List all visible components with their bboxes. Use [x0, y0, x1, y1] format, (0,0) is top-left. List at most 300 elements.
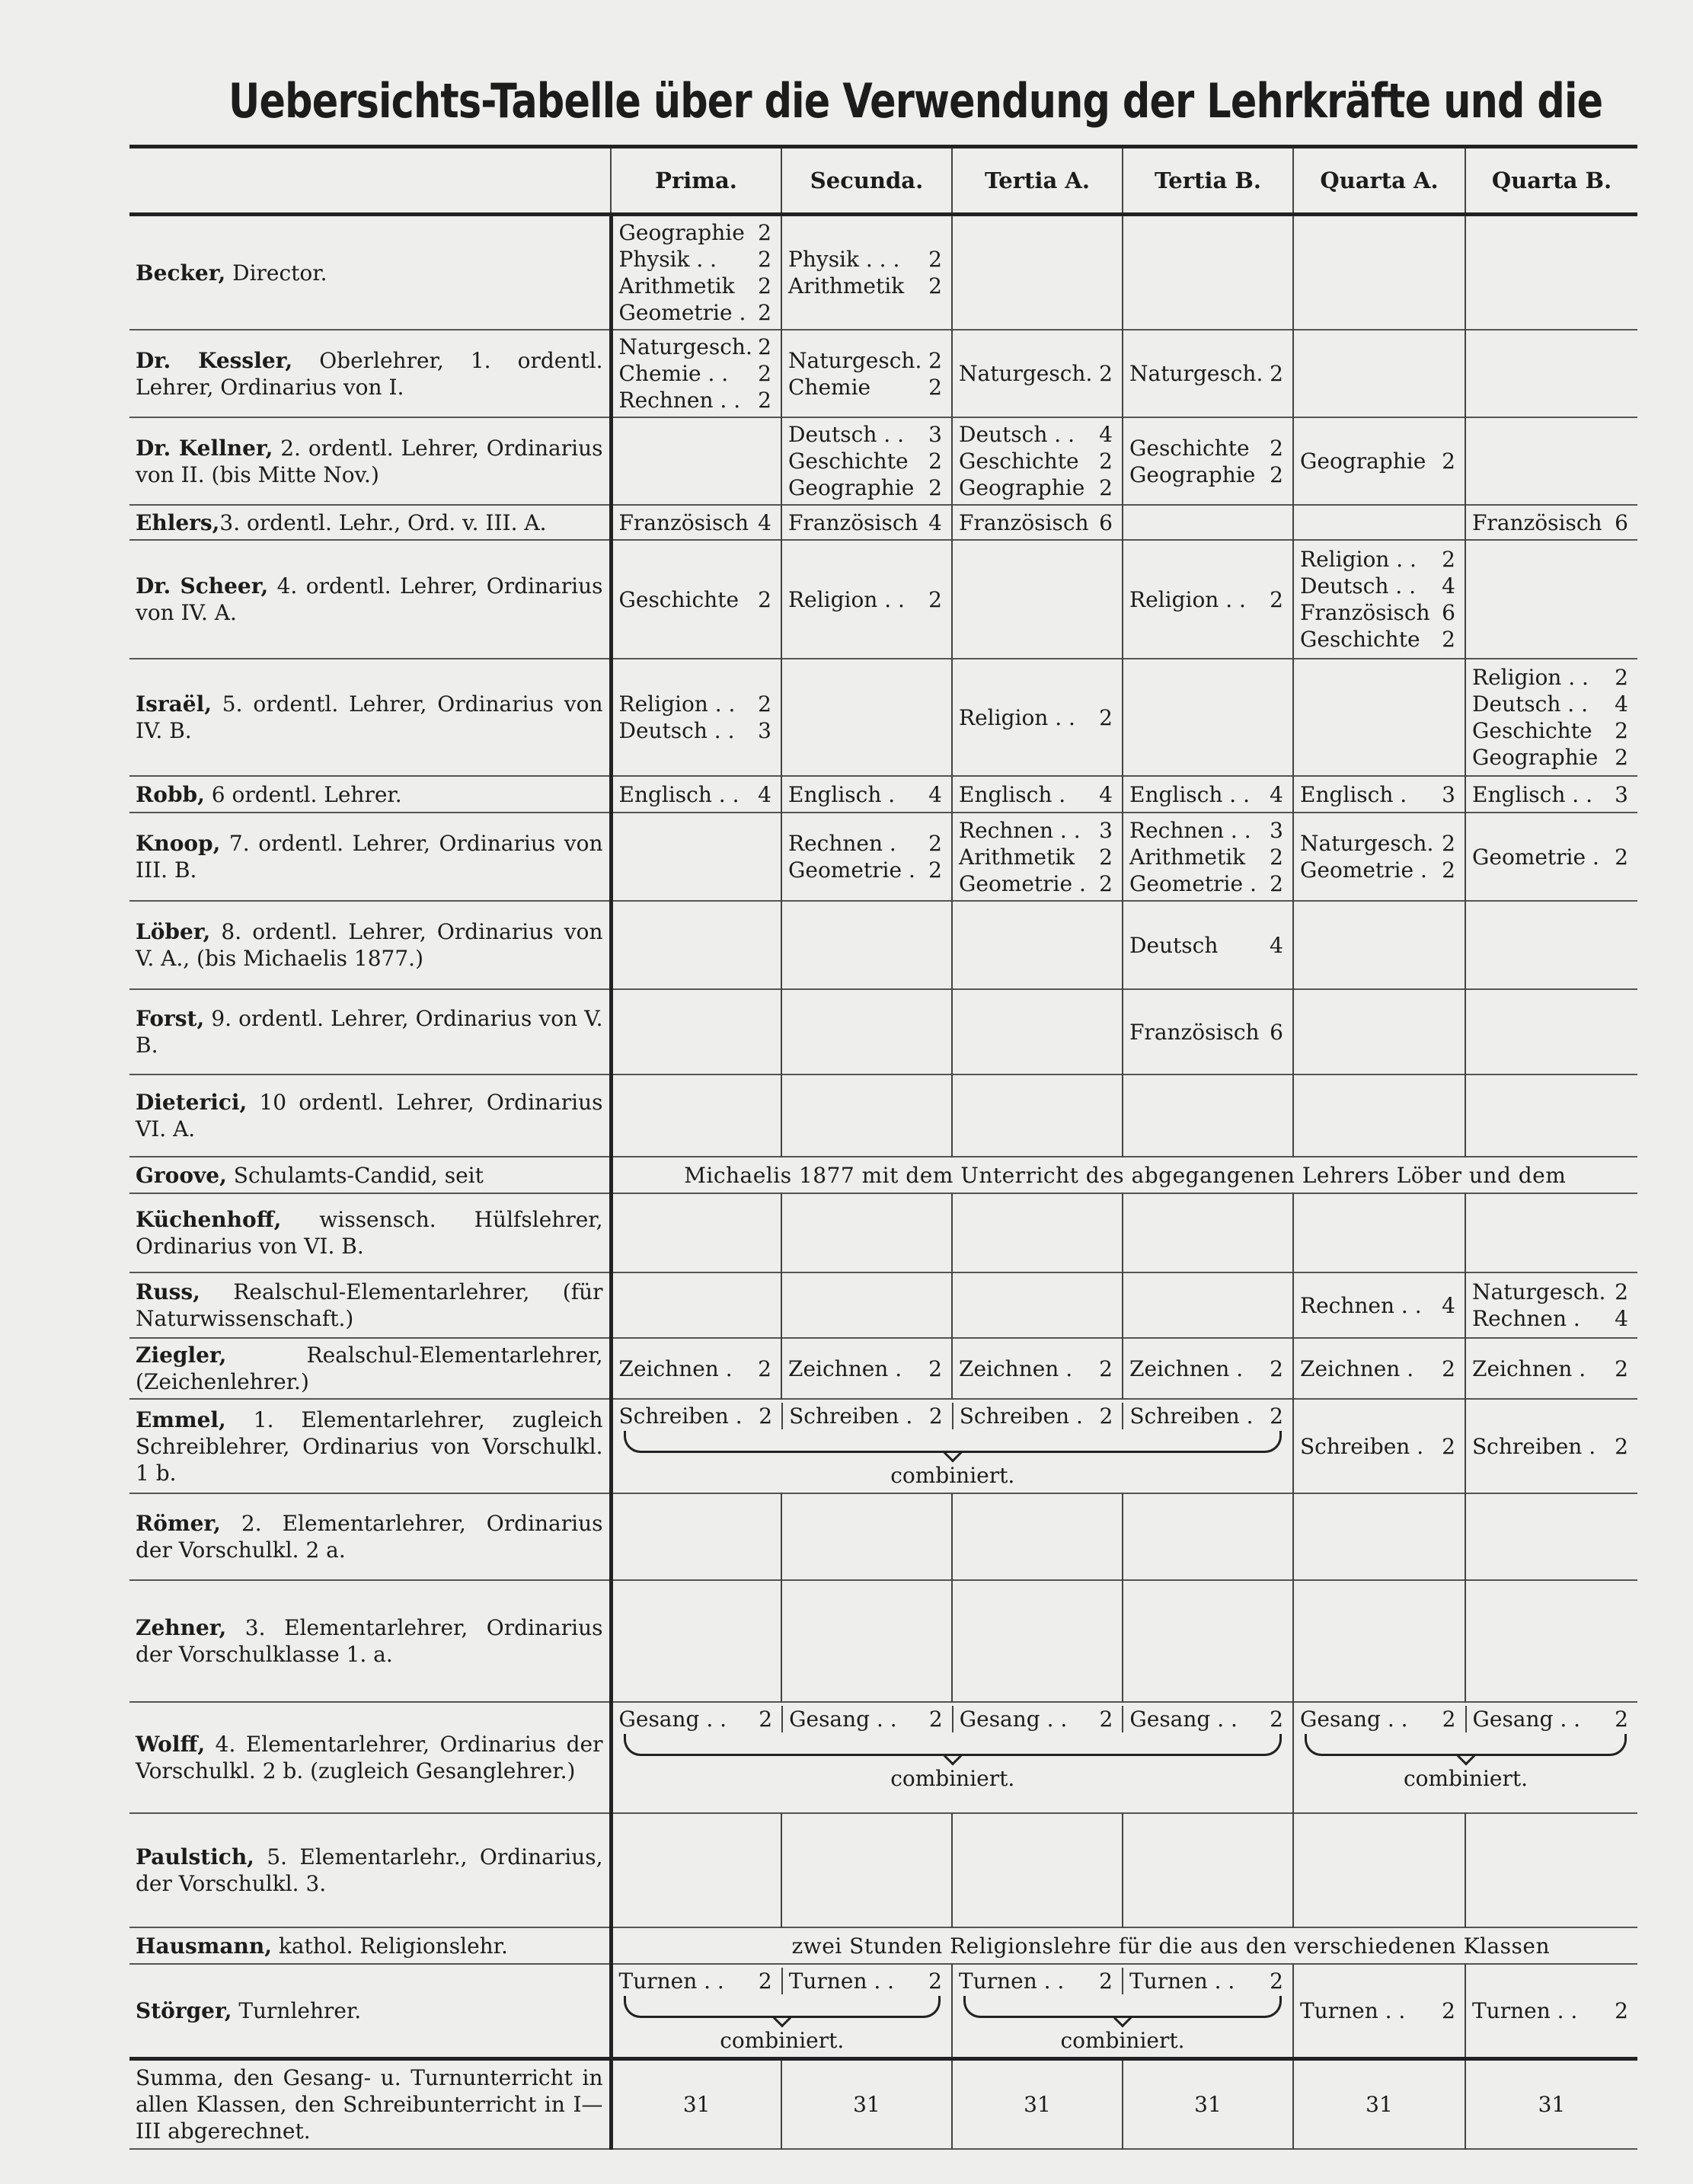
wolff-brace-2: [1305, 1734, 1627, 1756]
subject-hours: 2: [1615, 844, 1628, 870]
cell-ehlers-tertia-b: [1123, 505, 1293, 540]
subject-name: Geometrie .: [1472, 844, 1599, 870]
subject-line: [1472, 717, 1631, 744]
cell-kuechenhoff-prima: [611, 1193, 781, 1272]
cell-loeber-secunda: [781, 901, 952, 989]
subject-line: [619, 586, 775, 613]
subject-name: Arithmetik: [1129, 844, 1246, 870]
cell-israel-tertia-a: [952, 659, 1123, 776]
stoerger-combined-label-2: combiniert.: [1060, 2028, 1185, 2053]
teacher-russ: Russ, Realschul-Elementarlehrer, (für Naturwissenschaft.): [129, 1272, 611, 1338]
cell-paulstich-quarta-a: [1293, 1813, 1465, 1927]
cell-roemer-secunda: [781, 1493, 952, 1580]
subject-name: Englisch . .: [618, 781, 739, 807]
page-title: Uebersichts-Tabelle über die Verwendung der Lehrkräfte und die: [228, 73, 1603, 129]
total-prima: 31: [611, 2059, 781, 2149]
cell-becker-prima: [611, 215, 781, 330]
subject-name: Naturgesch.: [959, 361, 1093, 386]
subject-line: [1129, 461, 1286, 488]
subject-line: [1472, 664, 1631, 691]
subject-line: [1300, 599, 1458, 626]
subject-name: Englisch .: [1300, 781, 1407, 807]
subject-name: Geographie: [618, 220, 745, 245]
subject-line: [1129, 1355, 1286, 1382]
subject-line: [1472, 781, 1631, 808]
cell-robb-quarta-a: [1293, 776, 1465, 813]
subject-hours: 3: [1099, 817, 1113, 843]
cell-kuechenhoff-tertia-a: [952, 1193, 1123, 1272]
subject-hours: 4: [1099, 781, 1113, 807]
total-quarta-b: 31: [1465, 2059, 1637, 2149]
subject-line: [959, 1355, 1116, 1382]
subject-hours: 4: [1442, 1292, 1455, 1318]
subject-name: Gesang . .: [1300, 1707, 1408, 1732]
teacher-forst: Forst, 9. ordentl. Lehrer, Ordinarius von V. B.: [129, 989, 611, 1074]
cell-ziegler-tertia-a: [952, 1338, 1123, 1399]
cell-knoop-prima: [611, 813, 781, 901]
cell-emmel-quarta-b: [1465, 1399, 1637, 1493]
subject-hours: 4: [758, 509, 771, 535]
subject-line: [1300, 1433, 1458, 1460]
subject-line: [1300, 1997, 1458, 2024]
cell-robb-tertia-b: [1123, 776, 1293, 813]
subject-hours: 2: [1615, 1279, 1628, 1304]
subject-name: Schreiben .: [959, 1403, 1083, 1429]
cell-scheer-quarta-a: [1293, 540, 1465, 659]
cell-kessler-quarta-b: [1465, 330, 1637, 417]
subject-hours: 2: [1615, 1998, 1628, 2023]
subject-line: [960, 1706, 1116, 1732]
subject-line: [1300, 1292, 1458, 1319]
subject-line: [788, 586, 945, 613]
subject-line: [1472, 509, 1631, 536]
cell-kessler-quarta-a: [1293, 330, 1465, 417]
subject-hours: 2: [759, 1707, 773, 1732]
cell-zehner-prima: [611, 1580, 781, 1702]
subject-name: Gesang . .: [959, 1707, 1068, 1732]
teacher-kellner: Dr. Kellner, 2. ordentl. Lehrer, Ordinarius von II. (bis Mitte Nov.): [129, 417, 611, 505]
subject-line: [619, 1706, 776, 1732]
row-dieterici: [129, 1074, 1637, 1157]
subject-name: Naturgesch.: [618, 334, 752, 359]
row-robb: [129, 776, 1637, 813]
col-header-prima: Prima.: [611, 147, 781, 215]
subject-hours: 2: [1615, 1433, 1628, 1459]
subject-hours: 2: [758, 388, 771, 413]
cell-hausmann-span: [611, 1927, 1637, 1964]
cell-loeber-tertia-a: [952, 901, 1123, 989]
subject-line: [959, 421, 1116, 448]
subject-name: Französisch: [959, 509, 1089, 535]
subject-hours: 2: [1442, 857, 1455, 883]
cell-roemer-quarta-a: [1293, 1493, 1465, 1580]
cell-ehlers-quarta-a: [1293, 505, 1465, 540]
subject-line: [619, 219, 775, 246]
subject-hours: 2: [1099, 475, 1113, 500]
teacher-wolff: Wolff, 4. Elementarlehrer, Ordinarius der Vorschulkl. 2 b. (zugleich Gesanglehrer.): [129, 1702, 611, 1813]
cell-knoop-secunda: [781, 813, 952, 901]
subject-line: [1300, 857, 1458, 883]
subject-hours: 2: [1099, 1355, 1113, 1381]
subject-name: Gesang . .: [789, 1707, 897, 1732]
cell-forst-tertia-a: [952, 989, 1123, 1074]
cell-knoop-tertia-b: [1123, 813, 1293, 901]
subject-line: [1472, 1305, 1631, 1332]
subject-name: Geometrie .: [1129, 870, 1257, 896]
subject-line: [1129, 817, 1286, 844]
subject-name: Zeichnen .: [1129, 1355, 1244, 1381]
cell-emmel-combined: [611, 1399, 1293, 1493]
subject-hours: 4: [928, 509, 942, 535]
subject-line: [789, 1706, 946, 1732]
cell-kellner-tertia-b: [1123, 417, 1293, 505]
total-tertia-a: 31: [952, 2059, 1123, 2149]
subject-name: Religion . .: [618, 691, 736, 717]
wolff-brace-1: [624, 1734, 1283, 1756]
subject-name: Turnen . .: [959, 1968, 1065, 1994]
subject-name: Naturgesch.: [1472, 1279, 1606, 1304]
subject-hours: 2: [1615, 718, 1628, 743]
cell-zehner-quarta-a: [1293, 1580, 1465, 1702]
row-hausmann: [129, 1927, 1637, 1964]
emmel-brace: [624, 1431, 1283, 1453]
cell-wolff-secunda: [781, 1706, 952, 1732]
cell-israel-prima: [611, 659, 781, 776]
row-kuechenhoff: [129, 1193, 1637, 1272]
subject-name: Turnen . .: [618, 1968, 724, 1994]
subject-name: Rechnen .: [1472, 1306, 1580, 1331]
cell-zehner-tertia-b: [1123, 1580, 1293, 1702]
subject-name: Physik . . .: [788, 247, 900, 272]
cell-russ-quarta-b: [1465, 1272, 1637, 1338]
row-becker: [129, 215, 1637, 330]
groove-span-text: Michaelis 1877 mit dem Unterricht des abgegangenen Lehrers Löber und dem: [684, 1162, 1567, 1188]
subject-name: Geschichte: [959, 449, 1079, 474]
cell-stoerger-prima: [619, 1968, 781, 1994]
teacher-ehlers: Ehlers,3. ordentl. Lehr., Ord. v. III. A.: [129, 505, 611, 540]
teacher-emmel: Emmel, 1. Elementarlehrer, zugleich Schreiblehrer, Ordinarius von Vorschulkl. 1 b.: [129, 1399, 611, 1493]
cell-becker-secunda: [781, 215, 952, 330]
subject-line: [1129, 435, 1286, 461]
subject-hours: 2: [1270, 870, 1283, 896]
cell-loeber-prima: [611, 901, 781, 989]
cell-becker-tertia-a: [952, 215, 1123, 330]
cell-becker-quarta-a: [1293, 215, 1465, 330]
teacher-allocation-table: [129, 145, 1637, 2150]
cell-dieterici-tertia-a: [952, 1074, 1123, 1157]
subject-name: Geschichte: [788, 449, 909, 474]
cell-wolff-tertia-a: [952, 1706, 1123, 1732]
emmel-combined-label: combiniert.: [890, 1463, 1015, 1488]
subject-name: Englisch . .: [1472, 781, 1592, 807]
subject-name: Zeichnen .: [1472, 1355, 1586, 1381]
subject-line: [1300, 626, 1458, 653]
cell-emmel-tertia-a: [952, 1403, 1123, 1429]
subject-line: [959, 870, 1116, 897]
subject-hours: 2: [758, 273, 771, 299]
subject-line: [1472, 1355, 1631, 1382]
cell-robb-quarta-b: [1465, 776, 1637, 813]
cell-wolff-tertia-b: [1122, 1706, 1286, 1732]
subject-name: Geometrie .: [1300, 857, 1427, 883]
cell-knoop-quarta-a: [1293, 813, 1465, 901]
cell-ziegler-quarta-b: [1465, 1338, 1637, 1399]
subject-hours: 2: [758, 220, 771, 245]
subject-hours: 2: [928, 857, 942, 883]
cell-forst-tertia-b: [1123, 989, 1293, 1074]
subject-name: Geschichte: [1300, 627, 1420, 652]
col-header-quarta-a: Quarta A.: [1293, 147, 1465, 215]
subject-hours: 2: [928, 1968, 942, 1994]
cell-ehlers-secunda: [781, 505, 952, 540]
cell-loeber-quarta-b: [1465, 901, 1637, 989]
row-kessler: [129, 330, 1637, 417]
subject-name: Gesang . .: [1129, 1707, 1238, 1732]
subject-hours: 2: [758, 247, 771, 272]
cell-russ-prima: [611, 1272, 781, 1338]
subject-line: [1300, 1355, 1458, 1382]
cell-ehlers-prima: [611, 505, 781, 540]
subject-name: Rechnen .: [788, 831, 896, 856]
wolff-combined-label-1: combiniert.: [890, 1766, 1015, 1791]
subject-hours: 2: [1270, 1403, 1283, 1429]
col-header-secunda: Secunda.: [781, 147, 952, 215]
subject-hours: 2: [1442, 627, 1455, 652]
subject-line: [959, 781, 1116, 808]
cell-wolff-quarta-a: [1300, 1706, 1465, 1732]
cell-kellner-quarta-a: [1293, 417, 1465, 505]
subject-hours: 2: [928, 449, 942, 474]
subject-hours: 6: [1099, 509, 1113, 535]
subject-line: [788, 273, 945, 299]
subject-hours: 2: [1270, 435, 1283, 461]
cell-zehner-secunda: [781, 1580, 952, 1702]
subject-hours: 2: [1270, 586, 1283, 612]
subject-hours: 2: [928, 247, 942, 272]
cell-kellner-tertia-a: [952, 417, 1123, 505]
cell-scheer-tertia-b: [1123, 540, 1293, 659]
subject-line: [619, 334, 775, 360]
cell-kellner-prima: [611, 417, 781, 505]
subject-line: [788, 374, 945, 401]
subject-name: Arithmetik: [959, 844, 1075, 870]
subject-name: Rechnen . .: [618, 388, 741, 413]
stoerger-combined-label-1: combiniert.: [720, 2028, 845, 2053]
subject-hours: 4: [1099, 422, 1113, 447]
subject-hours: 4: [1442, 573, 1455, 599]
subject-name: Französisch: [1129, 1019, 1260, 1045]
subject-name: Schreiben .: [618, 1403, 743, 1429]
cell-ziegler-tertia-b: [1123, 1338, 1293, 1399]
teacher-loeber: Löber, 8. ordentl. Lehrer, Ordinarius von V. A., (bis Michaelis 1877.): [129, 901, 611, 989]
subject-name: Deutsch: [1129, 932, 1219, 958]
teacher-becker: Becker, Director.: [129, 215, 611, 330]
cell-zehner-tertia-a: [952, 1580, 1123, 1702]
cell-paulstich-tertia-b: [1123, 1813, 1293, 1927]
subject-name: Arithmetik: [788, 273, 905, 299]
subject-hours: 2: [928, 1707, 943, 1732]
subject-line: [619, 691, 775, 717]
subject-line: [959, 474, 1116, 501]
subject-hours: 2: [1270, 844, 1283, 870]
subject-line: [788, 857, 945, 883]
subject-line: [1129, 1968, 1286, 1994]
subject-name: Rechnen . .: [1129, 817, 1251, 843]
total-tertia-b: 31: [1123, 2059, 1293, 2149]
subject-line: [1129, 932, 1286, 959]
cell-kellner-secunda: [781, 417, 952, 505]
row-emmel: [129, 1399, 1637, 1493]
cell-becker-quarta-b: [1465, 215, 1637, 330]
subject-line: [959, 1968, 1116, 1994]
cell-ziegler-prima: [611, 1338, 781, 1399]
subject-line: [1300, 448, 1458, 474]
stoerger-brace-2: [963, 1996, 1282, 2018]
cell-kuechenhoff-tertia-b: [1123, 1193, 1293, 1272]
cell-knoop-quarta-b: [1465, 813, 1637, 901]
cell-ehlers-tertia-a: [952, 505, 1123, 540]
row-zehner: [129, 1580, 1637, 1702]
subject-line: [1472, 744, 1631, 771]
subject-name: Schreiben .: [1300, 1433, 1424, 1459]
subject-line: [788, 421, 945, 448]
cell-paulstich-secunda: [781, 1813, 952, 1927]
subject-hours: 2: [928, 273, 942, 299]
subject-name: Turnen . .: [1472, 1998, 1578, 2023]
subject-hours: 2: [1270, 361, 1283, 386]
cell-loeber-tertia-b: [1123, 901, 1293, 989]
subject-name: Deutsch . .: [788, 422, 904, 447]
subject-line: [959, 360, 1116, 387]
subject-hours: 6: [1615, 509, 1628, 535]
subject-hours: 4: [928, 781, 942, 807]
row-scheer: [129, 540, 1637, 659]
cell-roemer-tertia-a: [952, 1493, 1123, 1580]
subject-name: Arithmetik: [618, 273, 735, 299]
subject-name: Turnen . .: [1129, 1968, 1235, 1994]
subject-hours: 2: [928, 347, 942, 373]
cell-israel-quarta-a: [1293, 659, 1465, 776]
subject-line: [1300, 1706, 1459, 1732]
subject-hours: 2: [1099, 1403, 1113, 1429]
cell-emmel-tertia-b: [1122, 1403, 1286, 1429]
cell-paulstich-quarta-b: [1465, 1813, 1637, 1927]
subject-name: Turnen . .: [1300, 1998, 1406, 2023]
cell-russ-tertia-b: [1123, 1272, 1293, 1338]
row-summa: [129, 2059, 1637, 2149]
cell-kuechenhoff-quarta-b: [1465, 1193, 1637, 1272]
subject-line: [1300, 830, 1458, 857]
subject-hours: 2: [1442, 1998, 1455, 2023]
subject-line: [619, 299, 775, 326]
subject-line: [788, 781, 945, 808]
cell-russ-secunda: [781, 1272, 952, 1338]
wolff-combined-label-2: combiniert.: [1403, 1766, 1528, 1791]
subject-name: Geographie: [1129, 461, 1256, 487]
subject-line: [1300, 573, 1458, 599]
row-russ: [129, 1272, 1637, 1338]
row-paulstich: [129, 1813, 1637, 1927]
cell-robb-prima: [611, 776, 781, 813]
cell-robb-secunda: [781, 776, 952, 813]
cell-ziegler-quarta-a: [1293, 1338, 1465, 1399]
subject-hours: 3: [1270, 817, 1283, 843]
subject-hours: 2: [759, 1403, 773, 1429]
subject-hours: 4: [1270, 781, 1283, 807]
cell-kessler-prima: [611, 330, 781, 417]
subject-hours: 3: [1615, 781, 1628, 807]
col-header-tertia-b: Tertia B.: [1123, 147, 1293, 215]
subject-name: Deutsch . .: [1300, 573, 1416, 599]
row-roemer: [129, 1493, 1637, 1580]
subject-name: Religion . .: [788, 586, 905, 612]
subject-hours: 2: [1442, 1707, 1456, 1732]
cell-dieterici-quarta-a: [1293, 1074, 1465, 1157]
subject-hours: 2: [928, 374, 942, 400]
subject-name: Geschichte: [1472, 718, 1592, 743]
cell-dieterici-quarta-b: [1465, 1074, 1637, 1157]
subject-line: [1473, 1706, 1632, 1732]
subject-name: Zeichnen .: [788, 1355, 902, 1381]
cell-zehner-quarta-b: [1465, 1580, 1637, 1702]
cell-knoop-tertia-a: [952, 813, 1123, 901]
subject-hours: 2: [1615, 745, 1628, 770]
subject-line: [788, 1355, 945, 1382]
teacher-stoerger: Störger, Turnlehrer.: [129, 1964, 611, 2059]
row-knoop: [129, 813, 1637, 901]
cell-kessler-secunda: [781, 330, 952, 417]
subject-hours: 2: [1615, 1707, 1628, 1732]
subject-hours: 2: [1442, 831, 1455, 856]
subject-hours: 2: [1615, 1355, 1628, 1381]
total-quarta-a: 31: [1293, 2059, 1465, 2149]
subject-name: Gesang . .: [618, 1707, 727, 1732]
subject-line: [1129, 1019, 1286, 1046]
subject-hours: 2: [758, 334, 771, 359]
cell-scheer-secunda: [781, 540, 952, 659]
subject-name: Französisch: [618, 509, 749, 535]
cell-roemer-prima: [611, 1493, 781, 1580]
cell-kuechenhoff-quarta-a: [1293, 1193, 1465, 1272]
cell-forst-prima: [611, 989, 781, 1074]
cell-groove-span: [611, 1157, 1637, 1193]
subject-name: Religion . .: [1129, 586, 1246, 612]
subject-line: [1472, 1997, 1631, 2024]
subject-name: Englisch . .: [1129, 781, 1250, 807]
cell-scheer-tertia-a: [952, 540, 1123, 659]
subject-name: Rechnen . .: [959, 817, 1081, 843]
subject-line: [1129, 781, 1286, 808]
subject-hours: 2: [1270, 1707, 1283, 1732]
subject-hours: 2: [1270, 461, 1283, 487]
subject-hours: 2: [1442, 547, 1455, 572]
subject-line: [959, 704, 1116, 731]
subject-hours: 2: [1099, 870, 1113, 896]
row-ziegler: [129, 1338, 1637, 1399]
subject-name: Chemie . .: [618, 361, 729, 386]
subject-line: [788, 509, 945, 536]
subject-name: Französisch: [1472, 509, 1602, 535]
cell-forst-quarta-b: [1465, 989, 1637, 1074]
subject-line: [1129, 870, 1286, 897]
subject-name: Physik . .: [618, 247, 717, 272]
row-kellner: [129, 417, 1637, 505]
subject-line: [619, 246, 775, 273]
subject-name: Geometrie .: [618, 300, 746, 325]
subject-hours: 2: [758, 1355, 771, 1381]
summa-label: Summa, den Gesang- u. Turnunterricht in allen Klassen, den Schreibunterricht in I—III abgerechnet.: [129, 2059, 611, 2149]
teacher-israel: Israël, 5. ordentl. Lehrer, Ordinarius von IV. B.: [129, 659, 611, 776]
